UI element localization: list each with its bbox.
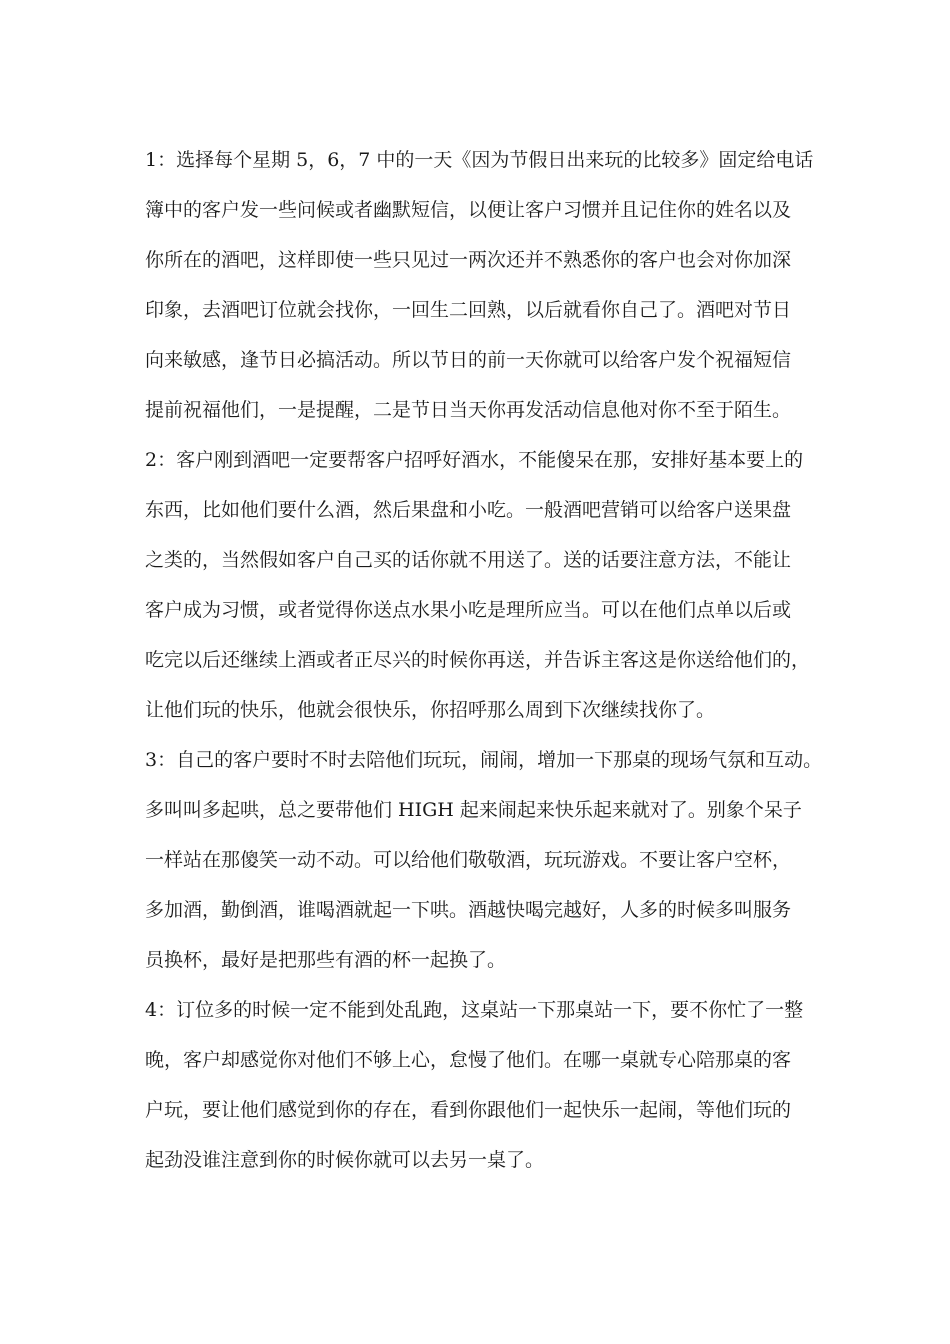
text-line: 晚，客户却感觉你对他们不够上心，怠慢了他们。在哪一桌就专心陪那桌的客 [145,1049,792,1071]
text-line: 客户成为习惯，或者觉得你送点水果小吃是理所应当。可以在他们点单以后或 [145,599,792,621]
text-line: 向来敏感，逢节日必搞活动。所以节日的前一天你就可以给客户发个祝福短信 [145,349,792,371]
text-line: 3：自己的客户要时不时去陪他们玩玩，闹闹，增加一下那桌的现场气氛和互动。 [145,749,823,771]
text-line: 2：客户刚到酒吧一定要帮客户招呼好酒水，不能傻呆在那，安排好基本要上的 [145,449,804,471]
text-line: 多叫叫多起哄，总之要带他们 HIGH 起来闹起来快乐起来就对了。别象个呆子 [145,799,802,821]
text-line: 4：订位多的时候一定不能到处乱跑，这桌站一下那桌站一下，要不你忙了一整 [145,999,804,1021]
text-line: 1：选择每个星期 5，6，7 中的一天《因为节假日出来玩的比较多》固定给电话 [145,149,814,171]
text-line: 东西，比如他们要什么酒，然后果盘和小吃。一般酒吧营销可以给客户送果盘 [145,499,792,521]
text-line: 提前祝福他们，一是提醒，二是节日当天你再发活动信息他对你不至于陌生。 [145,399,792,421]
text-line: 之类的，当然假如客户自己买的话你就不用送了。送的话要注意方法，不能让 [145,549,792,571]
text-line: 户玩，要让他们感觉到你的存在，看到你跟他们一起快乐一起闹，等他们玩的 [145,1099,792,1121]
text-line: 起劲没谁注意到你的时候你就可以去另一桌了。 [145,1149,545,1171]
text-line: 簿中的客户发一些问候或者幽默短信，以便让客户习惯并且记住你的姓名以及 [145,199,792,221]
document-body [145,135,845,1185]
text-line: 让他们玩的快乐，他就会很快乐，你招呼那么周到下次继续找你了。 [145,699,716,721]
text-line: 多加酒，勤倒酒，谁喝酒就起一下哄。酒越快喝完越好，人多的时候多叫服务 [145,899,792,921]
text-line: 印象，去酒吧订位就会找你，一回生二回熟，以后就看你自己了。酒吧对节日 [145,299,792,321]
text-line: 吃完以后还继续上酒或者正尽兴的时候你再送，并告诉主客这是你送给他们的， [145,649,811,671]
text-line: 你所在的酒吧，这样即使一些只见过一两次还并不熟悉你的客户也会对你加深 [145,249,792,271]
text-line: 一样站在那傻笑一动不动。可以给他们敬敬酒，玩玩游戏。不要让客户空杯， [145,849,792,871]
text-line: 员换杯，最好是把那些有酒的杯一起换了。 [145,949,507,971]
